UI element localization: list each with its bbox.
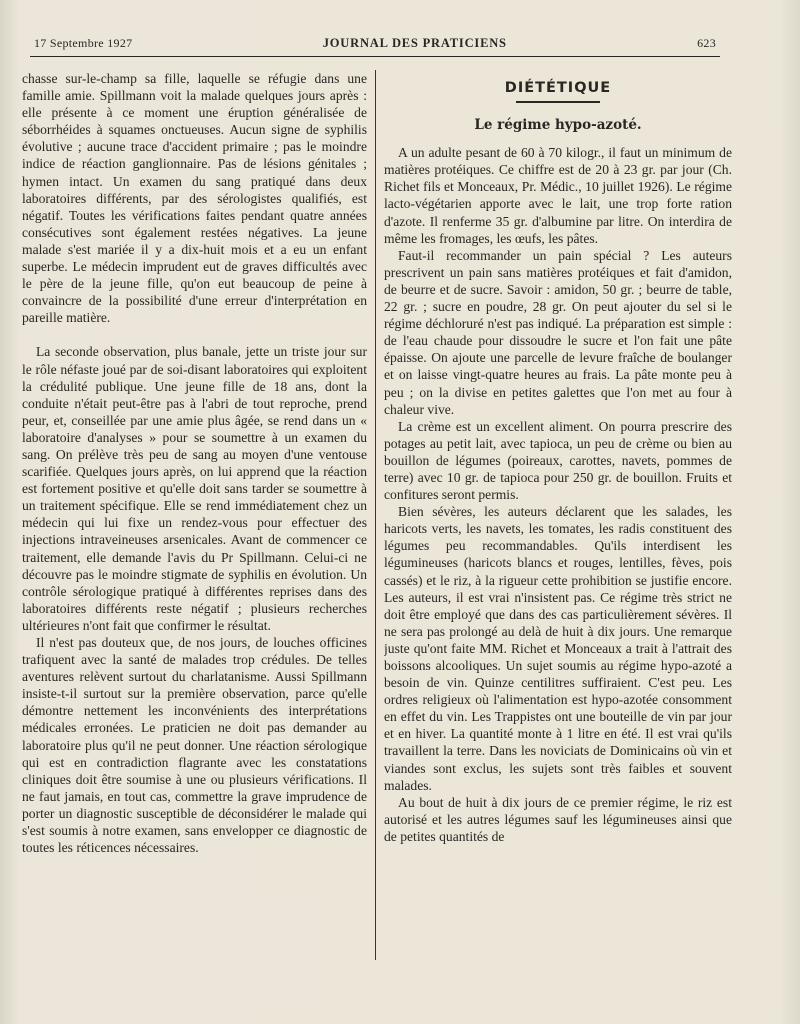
header-date: 17 Septembre 1927 [34,36,133,50]
right-paragraph-2: Faut-il recommander un pain spécial ? Les auteurs prescrivent un pain sans matières protéiques et fait d'amidon, de beurre et de sucre. Savoir : amidon, 50 gr. ; beurre de table, 22 gr. ; sucre en poudre, 28 gr. On peut ajouter du sel si le régime déchloruré n'est pas indiqué. La préparation est simple : de l'eau chaude pour dissoudre le sucre et l'on fait une pâte épaisse. On ajoute une parcelle de levure fraîche de boulanger et on laisse vingt-quatre heures au frais. La pâte monte peu à peu ; on la divise en petites galettes que l'on met au four à chaleur vive. [384,247,732,417]
header-page-number: 623 [697,36,716,50]
section-title-rule [516,101,600,103]
right-column [384,70,732,960]
right-paragraph-1: A un adulte pesant de 60 à 70 kilogr., il faut un minimum de matières protéiques. Ce chiffre est de 20 à 23 gr. par jour (Ch. Richet fils et Monceaux, Pr. Médic., 10 juillet 1926). Le régime lacto-végétarien apporte avec le lait, une trop forte ration d'azote. Il renferme 35 gr. d'albumine par litre. On interdira de même les fromages, les œufs, les pâtes. [384,145,732,246]
page-header [34,36,716,54]
column-divider [375,70,376,960]
left-paragraph-3: Il n'est pas douteux que, de nos jours, de louches officines trafiquent avec la santé de malades trop crédules. De telles aventures relèvent surtout du charlatanisme. Aussi Spillmann insiste-t-il surtout sur la première observation, parce qu'elle démontre nettement les inconvénients des interprétations médicales erronées. Le praticien ne doit pas demander au laboratoire plus qu'il ne peut donner. Une réaction sérologique qui est en contradiction flagrante avec les constatations cliniques doit être soumise à une ou plusieurs vérifications. Il ne faut jamais, en tout cas, commettre la grave imprudence de porter un diagnostic susceptible de déconsidérer le malade qui s'est soumis à notre examen, sans envelopper ce diagnostic de toutes les réticences nécessaires. [22,635,367,856]
article-title: Le régime hypo-azoté. [474,117,642,134]
left-paragraph-1: chasse sur-le-champ sa fille, laquelle se réfugie dans une famille amie. Spillmann voit la malade quelques jours après : elle présente à ce moment une éruption généralisée de séborrhéides à squames onctueuses. Aucun signe de syphilis évolutive ; aucune trace d'accident primaire ; pas le moindre indice de réaction ganglionnaire. Pas de lésions génitales ; hymen intact. Un examen du sang pratiqué dans deux laboratoires différents, par des sérologistes qualifiés, est négatif. Toutes les vérifications faites pendant quatre années consécutives sont également restées négatives. La jeune malade s'est mariée il y a dix-huit mois et a eu un enfant superbe. Le médecin imprudent eut de graves difficultés avec le père de la jeune fille, qu'on eut beaucoup de peine à convaincre de la possibilité d'une erreur d'interprétation en pareille matière. [22,71,367,326]
right-paragraph-3: La crème est un excellent aliment. On pourra prescrire des potages au petit lait, avec tapioca, un peu de crème ou bien au bouillon de légumes (poireaux, carottes, navets, pommes de terre) avec 10 gr. de tapioca pour 250 gr. de bouillon. Fruits et confitures seront permis. [384,418,732,503]
left-paragraph-2: La seconde observation, plus banale, jette un triste jour sur le rôle néfaste joué par de soi-disant laboratoires qui exploitent la crédulité publique. Une jeune fille de 18 ans, dont la conduite n'était peut-être pas à l'abri de tout reproche, prend peur, et, conseillée par une amie plus âgée, se rend dans un « laboratoire d'analyses » pour se soumettre à un examen du sang. On prélève très peu de sang au moyen d'une ventouse scarifiée. Quelques jours après, on lui apprend que la réaction est fortement positive et qu'elle doit sans tarder se soumettre à un traitement spécifique. Elle se rend immédiatement chez un médecin qui lui fixe un rendez-vous pour effectuer des injections intraveineuses arsenicales. Avant de commencer ce traitement, elle demande l'avis du Pr Spillmann. Celui-ci ne découvre pas le moindre stigmate de syphilis en évolution. Un contrôle sérologique pratiqué à différentes reprises dans des laboratoires différents reste négatif ; plusieurs recherches ultérieures n'ont fait que confirmer le résultat. [22,344,367,633]
left-column [22,70,367,960]
header-journal-title: JOURNAL DES PRATICIENS [322,36,507,50]
header-rule [30,56,720,57]
right-paragraph-5: Au bout de huit à dix jours de ce premier régime, le riz est autorisé et les autres légumes sauf les légumineuses ainsi que de petites quantités de [384,794,732,844]
right-paragraph-4: Bien sévères, les auteurs déclarent que les salades, les haricots verts, les navets, les tomates, les radis constituent des légumes peu recommandables. Qu'ils interdisent les légumineuses (haricots blancs et rouges, lentilles, fèves, pois cassés) et le riz, à la rigueur cette prohibition se justifie encore. Les auteurs, il est vrai n'insistent pas. Ce régime très strict ne doit être employé que dans des cas particulièrement sévères. Il ne sera pas prolongé au delà de huit à dix jours. Une remarque juste qu'ont faite MM. Richet et Monceaux a trait à l'attrait des boissons alcooliques. Un sujet soumis au régime hypo-azoté a besoin de vin. Quinze centilitres suffiraient. C'est peu. Les ordres religieux où l'alimentation est hypo-azotée consomment en effet du vin. Les Trappistes ont une bouteille de vin par jour et en hiver. La quantité monte à 1 litre en été. Il est vrai qu'ils travaillent la terre. Dans les noviciats de Dominicains où vin et viandes sont exclus, les sujets sont très faibles et souvent malades. [384,504,732,793]
section-title: DIÉTÉTIQUE [504,80,612,96]
